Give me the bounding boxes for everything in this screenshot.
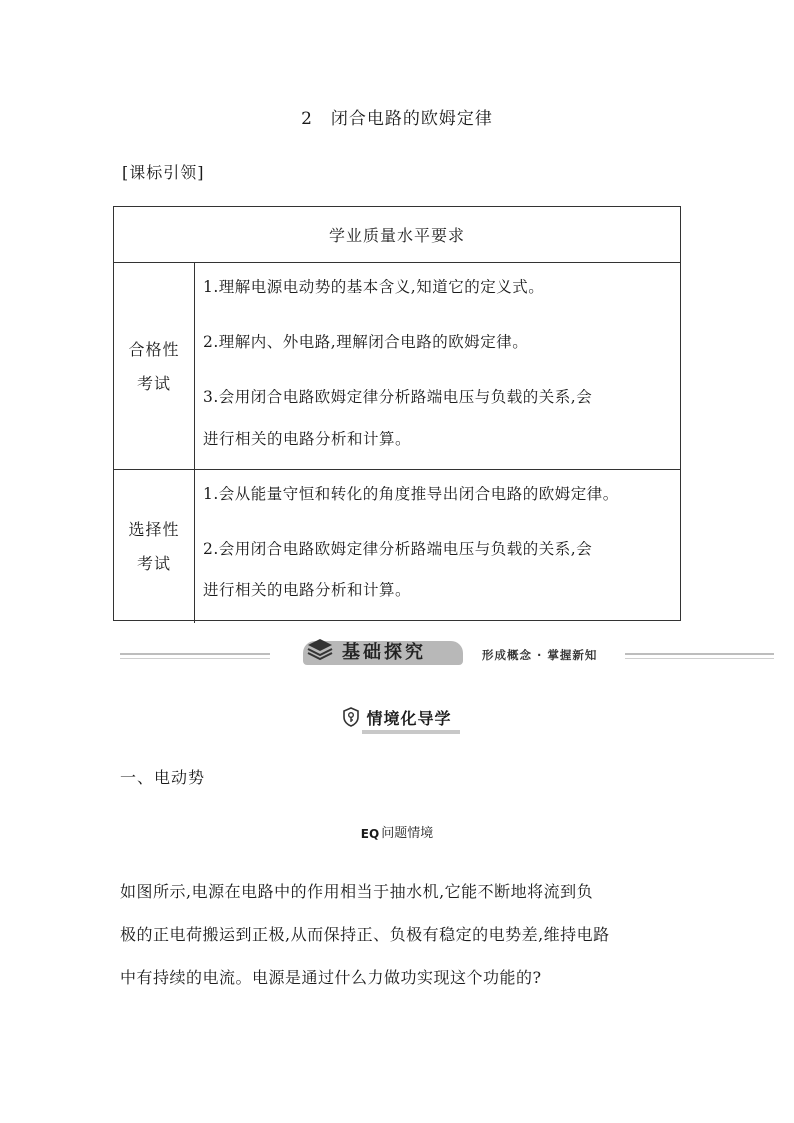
list-item: 2.理解内、外电路,理解闭合电路的欧姆定律。	[203, 333, 529, 351]
banner-rule-right-thin	[625, 658, 774, 659]
problem-label-row	[0, 822, 794, 841]
section-banner	[120, 635, 774, 675]
section-label: [课标引领]	[122, 163, 205, 182]
banner-rule-right	[625, 653, 774, 655]
category-line: 合格性	[128, 339, 180, 359]
row-category	[114, 470, 195, 623]
paragraph-line: 如图所示,电源在电路中的作用相当于抽水机,它能不断地将流到负	[120, 882, 594, 901]
table-row	[114, 469, 680, 623]
section-number: 2	[301, 109, 313, 129]
paragraph-line: 中有持续的电流。电源是通过什么力做功实现这个功能的?	[120, 968, 542, 987]
category-line: 选择性	[128, 519, 180, 539]
category-line: 考试	[136, 553, 171, 573]
shield-key-icon	[342, 707, 360, 727]
subheading-underline	[362, 730, 459, 734]
paragraph-line: 极的正电荷搬运到正极,从而保持正、负极有稳定的电势差,维持电路	[120, 925, 610, 944]
list-item: 进行相关的电路分析和计算。	[203, 430, 412, 448]
page-title	[0, 104, 794, 129]
subheading	[0, 706, 794, 729]
list-item: 3.会用闭合电路欧姆定律分析路端电压与负载的关系,会	[203, 388, 593, 406]
requirements-table	[113, 206, 681, 621]
problem-label: 问题情境	[381, 826, 434, 841]
banner-title: 基础探究	[342, 642, 426, 663]
problem-icon: EQ	[360, 826, 380, 841]
title-text: 闭合电路的欧姆定律	[330, 109, 493, 129]
list-item: 1.理解电源电动势的基本含义,知道它的定义式。	[203, 278, 545, 296]
category-line: 考试	[136, 373, 171, 393]
row-items	[195, 470, 680, 623]
row-category	[114, 263, 195, 470]
subheading-label: 情境化导学	[366, 709, 452, 728]
row-items	[195, 263, 680, 470]
banner-rule-left-thin	[120, 658, 270, 659]
problem-paragraph	[120, 870, 680, 999]
table-row	[114, 262, 680, 470]
banner-rule-left	[120, 653, 270, 655]
list-item: 进行相关的电路分析和计算。	[203, 581, 412, 599]
list-item: 1.会从能量守恒和转化的角度推导出闭合电路的欧姆定律。	[203, 485, 619, 503]
table-header: 学业质量水平要求	[328, 226, 465, 245]
list-item: 2.会用闭合电路欧姆定律分析路端电压与负载的关系,会	[203, 540, 593, 558]
heading-1: 一、电动势	[120, 768, 206, 787]
banner-tagline: 形成概念 · 掌握新知	[482, 648, 598, 662]
layers-icon	[306, 635, 334, 663]
